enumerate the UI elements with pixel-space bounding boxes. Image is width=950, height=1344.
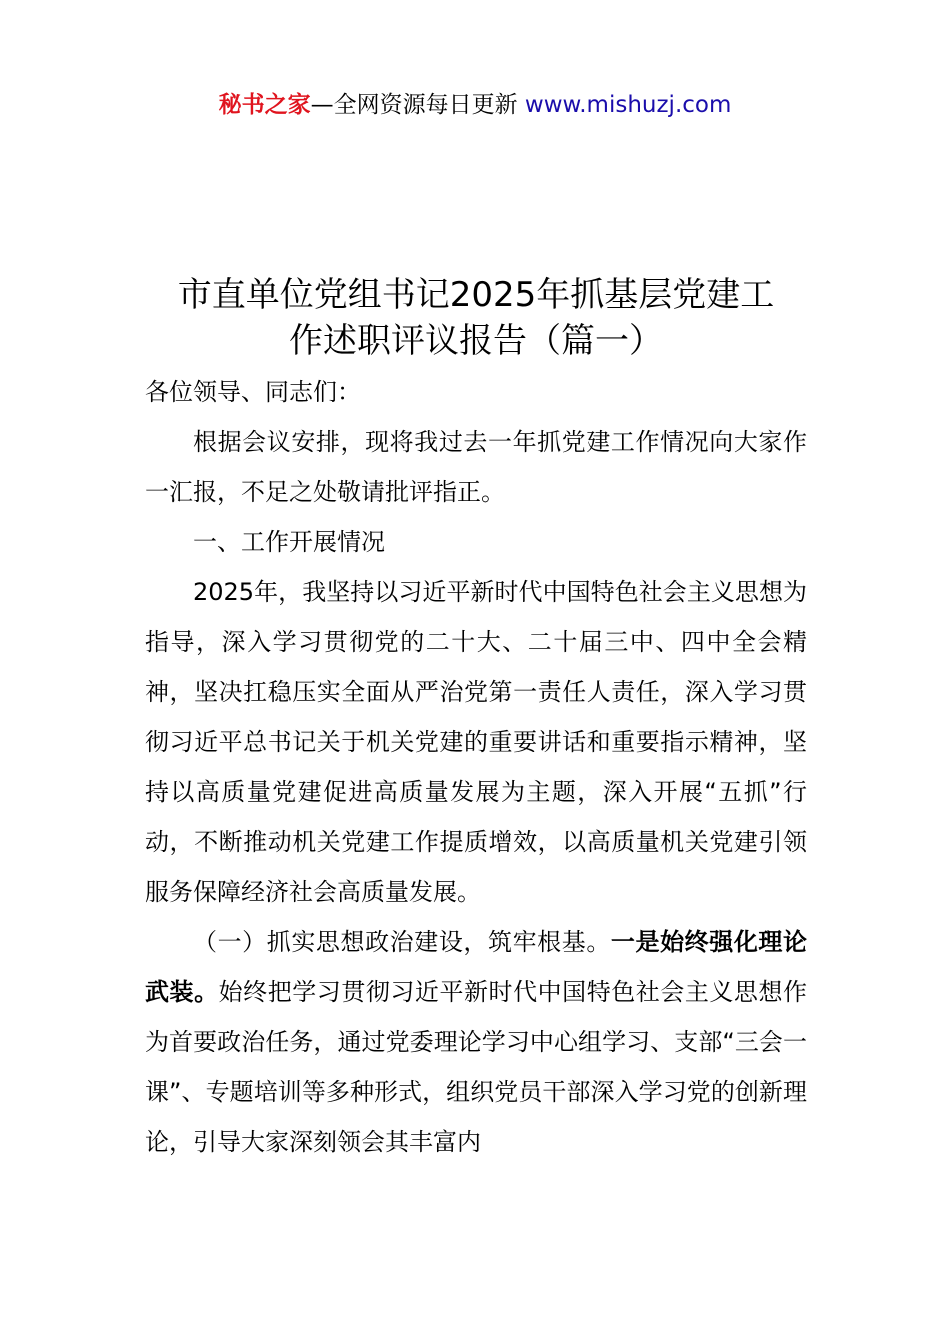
section-paragraph: 2025年，我坚持以习近平新时代中国特色社会主义思想为指导，深入学习贯彻党的二十大、二十届三中、四中全会精神，坚决扛稳压实全面从严治党第一责任人责任，深入学习贯彻习近平总书记关于机关党建的重要讲话和重要指示精神，坚持以高质量党建促进高质量发展为主题，深入开展“五抓”行动，不断推动机关党建工作提质增效，以高质量机关党建引领服务保障经济社会高质量发展。 [145,578,807,906]
title-line-2: 作述职评议报告（篇一） [289,321,663,361]
section-heading: 一、工作开展情况 [193,528,385,556]
brand-name: 秘书之家 [218,92,311,118]
intro-paragraph: 根据会议安排，现将我过去一年抓党建工作情况向大家作一汇报，不足之处敬请批评指正。 [145,428,807,506]
document-title [145,272,807,364]
subsection-text: 始终把学习贯彻习近平新时代中国特色社会主义思想作为首要政治任务，通过党委理论学习中心组学习、支部“三会一课”、专题培训等多种形式，组织党员干部深入学习党的创新理论，引导大家深刻领会其丰富内 [145,978,808,1156]
subsection-bold-point: 一是始终强化理论武装。 [145,928,808,1006]
document-body [145,367,807,1167]
subsection-lead: （一）抓实思想政治建设，筑牢根基。 [193,928,611,956]
site-url-link[interactable]: www.mishuzj.com [524,92,732,118]
header-tagline: —全网资源每日更新 [310,92,525,118]
title-line-1: 市直单位党组书记2025年抓基层党建工 [177,275,775,315]
salutation: 各位领导、同志们： [145,378,361,406]
site-header [0,88,950,122]
subsection-paragraph [145,917,807,1167]
